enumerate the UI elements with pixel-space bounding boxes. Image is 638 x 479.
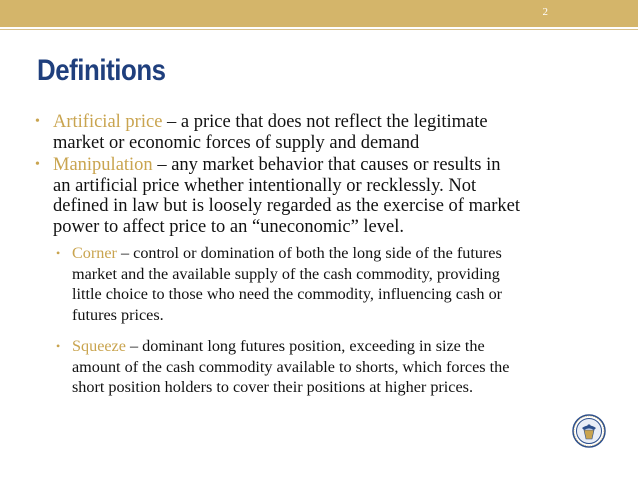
bullet-text xyxy=(56,243,616,325)
slide-title: Definitions xyxy=(37,54,166,87)
definition-line: amount of the cash commodity available to shorts, which forces the xyxy=(72,357,510,376)
header-divider-thin xyxy=(0,29,638,30)
definition-line: – any market behavior that causes or results in xyxy=(152,155,501,175)
definition-line: futures prices. xyxy=(72,305,164,324)
definition-line: little choice to those who need the commodity, influencing cash or xyxy=(72,285,503,303)
definition-line: market or economic forces of supply and demand xyxy=(53,132,420,153)
agency-seal-icon xyxy=(572,414,606,448)
definition-term: Corner xyxy=(72,244,117,262)
definition-term: Squeeze xyxy=(72,337,126,355)
bullet-text xyxy=(56,336,616,398)
bullet-artificial-price xyxy=(37,112,597,153)
definition-line: power to affect price to an “uneconomic” level. xyxy=(53,216,404,237)
definition-term: Artificial price xyxy=(53,112,163,132)
definition-line: defined in law but is loosely regarded as the exercise of market xyxy=(53,196,520,216)
definition-line: – control or domination of both the long side of the futures xyxy=(116,244,502,262)
bullet-manipulation xyxy=(37,155,597,237)
bullet-icon: • xyxy=(56,246,61,260)
definition-line: market and the available supply of the cash commodity, providing xyxy=(72,264,500,283)
header-bar xyxy=(0,0,638,27)
bullet-text xyxy=(37,155,597,237)
definition-line: – a price that does not reflect the legitimate xyxy=(162,112,488,132)
sub-bullet-corner xyxy=(56,243,616,325)
sub-bullet-squeeze xyxy=(56,336,616,398)
page-number: 2 xyxy=(542,6,548,18)
bullet-icon: • xyxy=(56,339,61,353)
definition-term: Manipulation xyxy=(53,155,153,175)
bullet-icon: • xyxy=(35,157,40,172)
bullet-icon: • xyxy=(35,114,40,129)
bullet-text xyxy=(37,112,597,153)
definition-line: an artificial price whether intentionally or recklessly. Not xyxy=(53,175,477,196)
definition-line: short position holders to cover their positions at higher prices. xyxy=(72,378,474,396)
definition-line: – dominant long futures position, exceeding in size the xyxy=(125,337,485,355)
